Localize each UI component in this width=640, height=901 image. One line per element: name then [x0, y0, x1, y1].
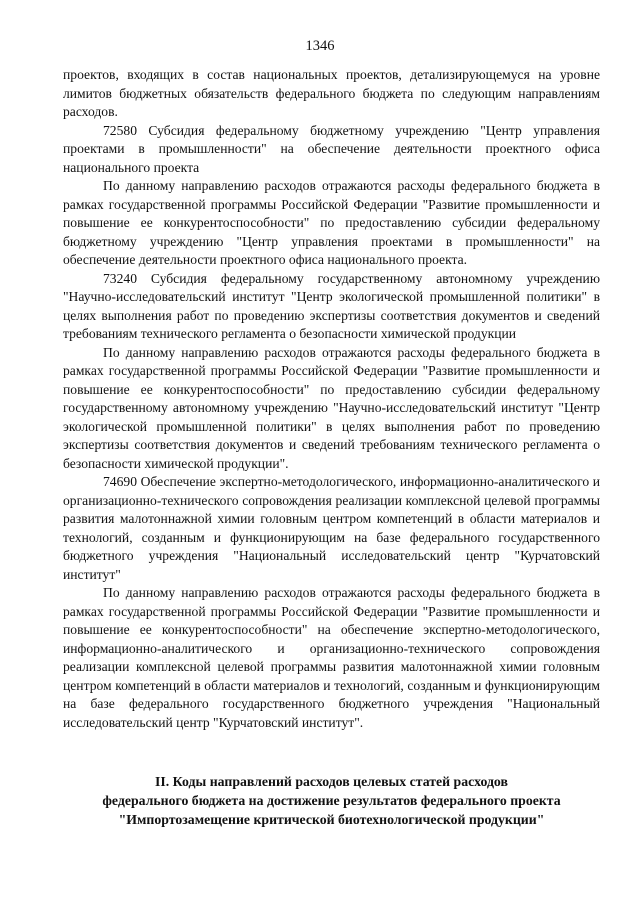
paragraph-74690-description: По данному направлению расходов отражаются расходы федерального бюджета в рамках государственной программы Российской Федерации "Развитие промышленности и повышение ее конкурентоспособности" на обеспечение экспертно-методологического, информационно-аналитического и организационно-технического сопровождения реализации комплексной целевой программы развития малотоннажной химии головным центром компетенций в области материалов и технологий, созданным и функционирующим на базе федерального государственного бюджетного учреждения "Национальный исследовательский центр "Курчатовский институт". [63, 585, 600, 730]
section-heading-line: федерального бюджета на достижение результатов федерального проекта [102, 793, 561, 808]
paragraph-code-74690: 74690 Обеспечение экспертно-методологического, информационно-аналитического и организационно-технического сопровождения реализации комплексной целевой программы развития малотоннажной химии головным центром компетенций в области материалов и технологий, созданным и функционирующим на базе федерального государственного бюджетного учреждения "Национальный исследовательский центр "Курчатовский институт" [63, 474, 600, 582]
section-heading-line: II. Коды направлений расходов целевых статей расходов [155, 774, 508, 789]
paragraph-73240-description: По данному направлению расходов отражаются расходы федерального бюджета в рамках государственной программы Российской Федерации "Развитие промышленности и повышение ее конкурентоспособности" по предоставлению субсидии федеральному государственному автономному учреждению "Научно-исследовательский институт "Центр экологической промышленной политики" в целях выполнения работ по проведению экспертизы соответствия документов и сведений требованиям технического регламента о безопасности химической продукции". [63, 344, 600, 471]
section-heading-line: "Импортозамещение критической биотехнологической продукции" [118, 812, 545, 827]
document-body [63, 66, 600, 732]
section-heading [63, 772, 600, 829]
paragraph-72580-description: По данному направлению расходов отражаются расходы федерального бюджета в рамках государственной программы Российской Федерации "Развитие промышленности и повышение ее конкурентоспособности" по предоставлению субсидии федеральному бюджетному учреждению "Центр управления проектами в промышленности" на обеспечение деятельности проектного офиса национального проекта. [63, 178, 600, 267]
page-number: 1346 [305, 38, 335, 54]
paragraph-continuation: проектов, входящих в состав национальных проектов, детализирующемуся на уровне лимитов бюджетных обязательств федерального бюджета по следующим направлениям расходов. [63, 67, 600, 119]
paragraph-code-73240: 73240 Субсидия федеральному государственному автономному учреждению "Научно-исследовательский институт "Центр экологической промышленной политики" в целях выполнения работ по проведению экспертизы соответствия документов и сведений требованиям технического регламента о безопасности химической продукции [63, 270, 600, 341]
paragraph-code-72580: 72580 Субсидия федеральному бюджетному учреждению "Центр управления проектами в промышленности" на обеспечение деятельности проектного офиса национального проекта [63, 122, 600, 175]
